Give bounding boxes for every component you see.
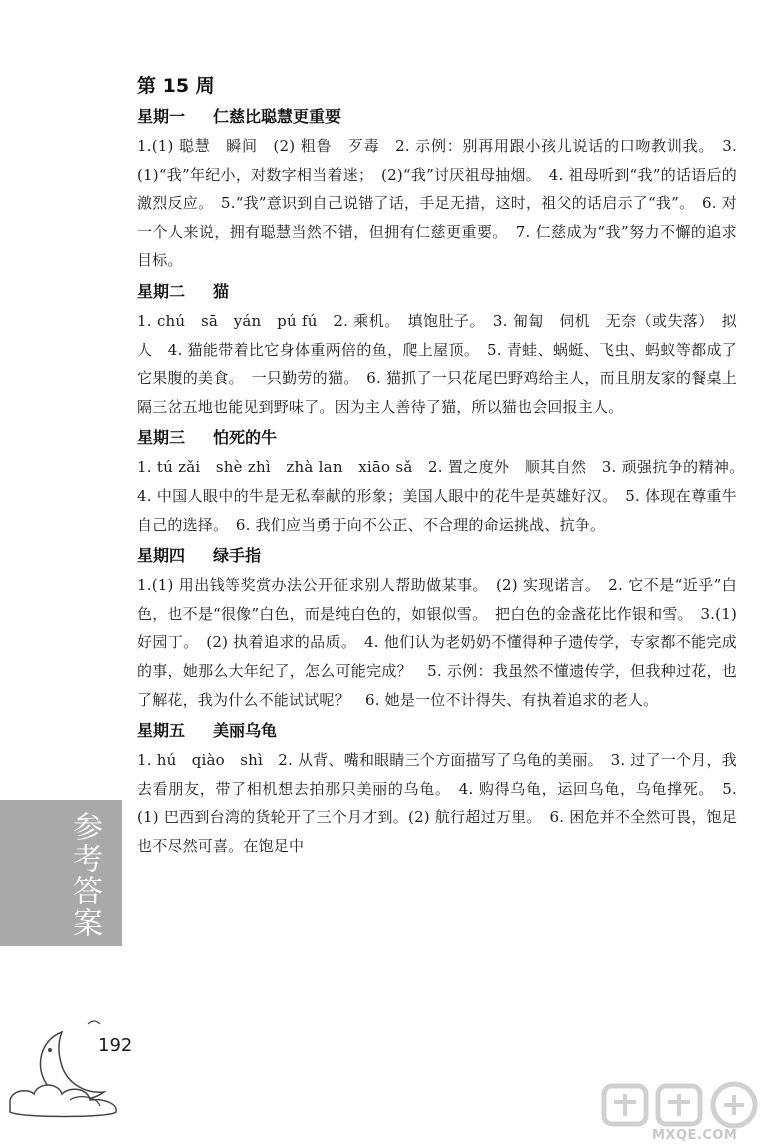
section-title: 绿手指 [213, 546, 262, 566]
watermark-url: MXQE.COM [652, 1128, 738, 1143]
section-tuesday [137, 279, 737, 421]
answer-content [137, 72, 753, 862]
answer-text: 1.(1) 聪慧 瞬间 (2) 粗鲁 歹毒 2. 示例：别再用跟小孩儿说话的口吻教训我。 3.(1)“我”年纪小，对数字相当着迷； (2)“我”讨厌祖母抽烟。 4. 祖母听到“我”的话语后的激烈反应。 5.“我”意识到自己说错了话，手足无措，这时，祖父的话启示了“我”。 6. 对一个人来说，拥有聪慧当然不错，但拥有仁慈更重要。 7. 仁慈成为“我”努力不懈的追求目标。 [137, 137, 737, 270]
moon-cloud-icon [0, 1010, 170, 1120]
section-title: 猫 [213, 281, 230, 301]
page-number: 192 [98, 1035, 133, 1056]
answer-text: 1. tú zǎi shè zhì zhà lan xiāo sǎ 2. 置之度外 顺其自然 3. 顽强抗争的精神。 4. 中国人眼中的牛是无私奉献的形象；美国人眼中的花牛是英雄好汉。 5. 体现在尊重牛自己的选择。 6. 我们应当勇于向不公正、不合理的命运挑战、抗争。 [137, 458, 753, 534]
section-heading [137, 718, 737, 744]
section-wednesday [137, 425, 753, 539]
section-monday [137, 104, 737, 275]
answer-text: 1.(1) 用出钱等奖赏办法公开征求别人帮助做某事。 (2) 实现诺言。 2. 它不是“近乎”白色，也不是“很像”白色，而是纯白色的，如银似雪。 把白色的金盏花比作银和雪。 3.(1) 好园丁。 (2) 执着追求的品质。 4. 他们认为老奶奶不懂得种子遗传学，专家都不能完成的事，她那么大年纪了，怎么可能完成？ 5. 示例：我虽然不懂遗传学，但我种过花，也了解花，我为什么不能试试呢？ 6. 她是一位不计得失、有执着追求的老人。 [137, 576, 737, 709]
section-heading [137, 104, 737, 130]
section-heading [137, 425, 737, 451]
section-friday [137, 718, 737, 860]
day-name: 星期五 [137, 721, 186, 741]
side-tab-label: 参考答案 [67, 811, 102, 939]
section-title: 美丽乌龟 [213, 721, 278, 741]
day-name: 星期四 [137, 546, 186, 566]
week-title: 第 15 周 [137, 75, 215, 97]
day-name: 星期三 [137, 428, 186, 448]
answer-text: 1. hú qiào shì 2. 从背、嘴和眼睛三个方面描写了乌龟的美丽。 3. 过了一个月，我去看朋友，带了相机想去拍那只美丽的乌龟。 4. 购得乌龟，运回乌龟，乌龟撑死。 5.(1) 巴西到台湾的货轮开了三个月才到。(2) 航行超过万里。 6. 困危并不全然可畏，饱足也不尽然可喜。在饱足中 [137, 751, 737, 855]
section-title: 仁慈比聪慧更重要 [213, 107, 342, 126]
section-thursday [137, 543, 737, 714]
section-heading [137, 279, 737, 305]
answer-text: 1. chú sā yán pú fú 2. 乘机。 填饱肚子。 3. 匍匐 伺机 无奈（或失落） 拟人 4. 猫能带着比它身体重两倍的鱼，爬上屋顶。 5. 青蛙、蜗蜓、飞虫、蚂蚁等都成了它果腹的美食。 一只勤劳的猫。 6. 猫抓了一只花尾巴野鸡给主人，而且朋友家的餐桌上隔三岔五地也能见到野味了。因为主人善待了猫，所以猫也会回报主人。 [137, 311, 737, 416]
day-name: 星期二 [137, 281, 186, 301]
day-name: 星期一 [137, 107, 186, 126]
section-heading [137, 543, 737, 569]
section-title: 怕死的牛 [213, 428, 278, 448]
